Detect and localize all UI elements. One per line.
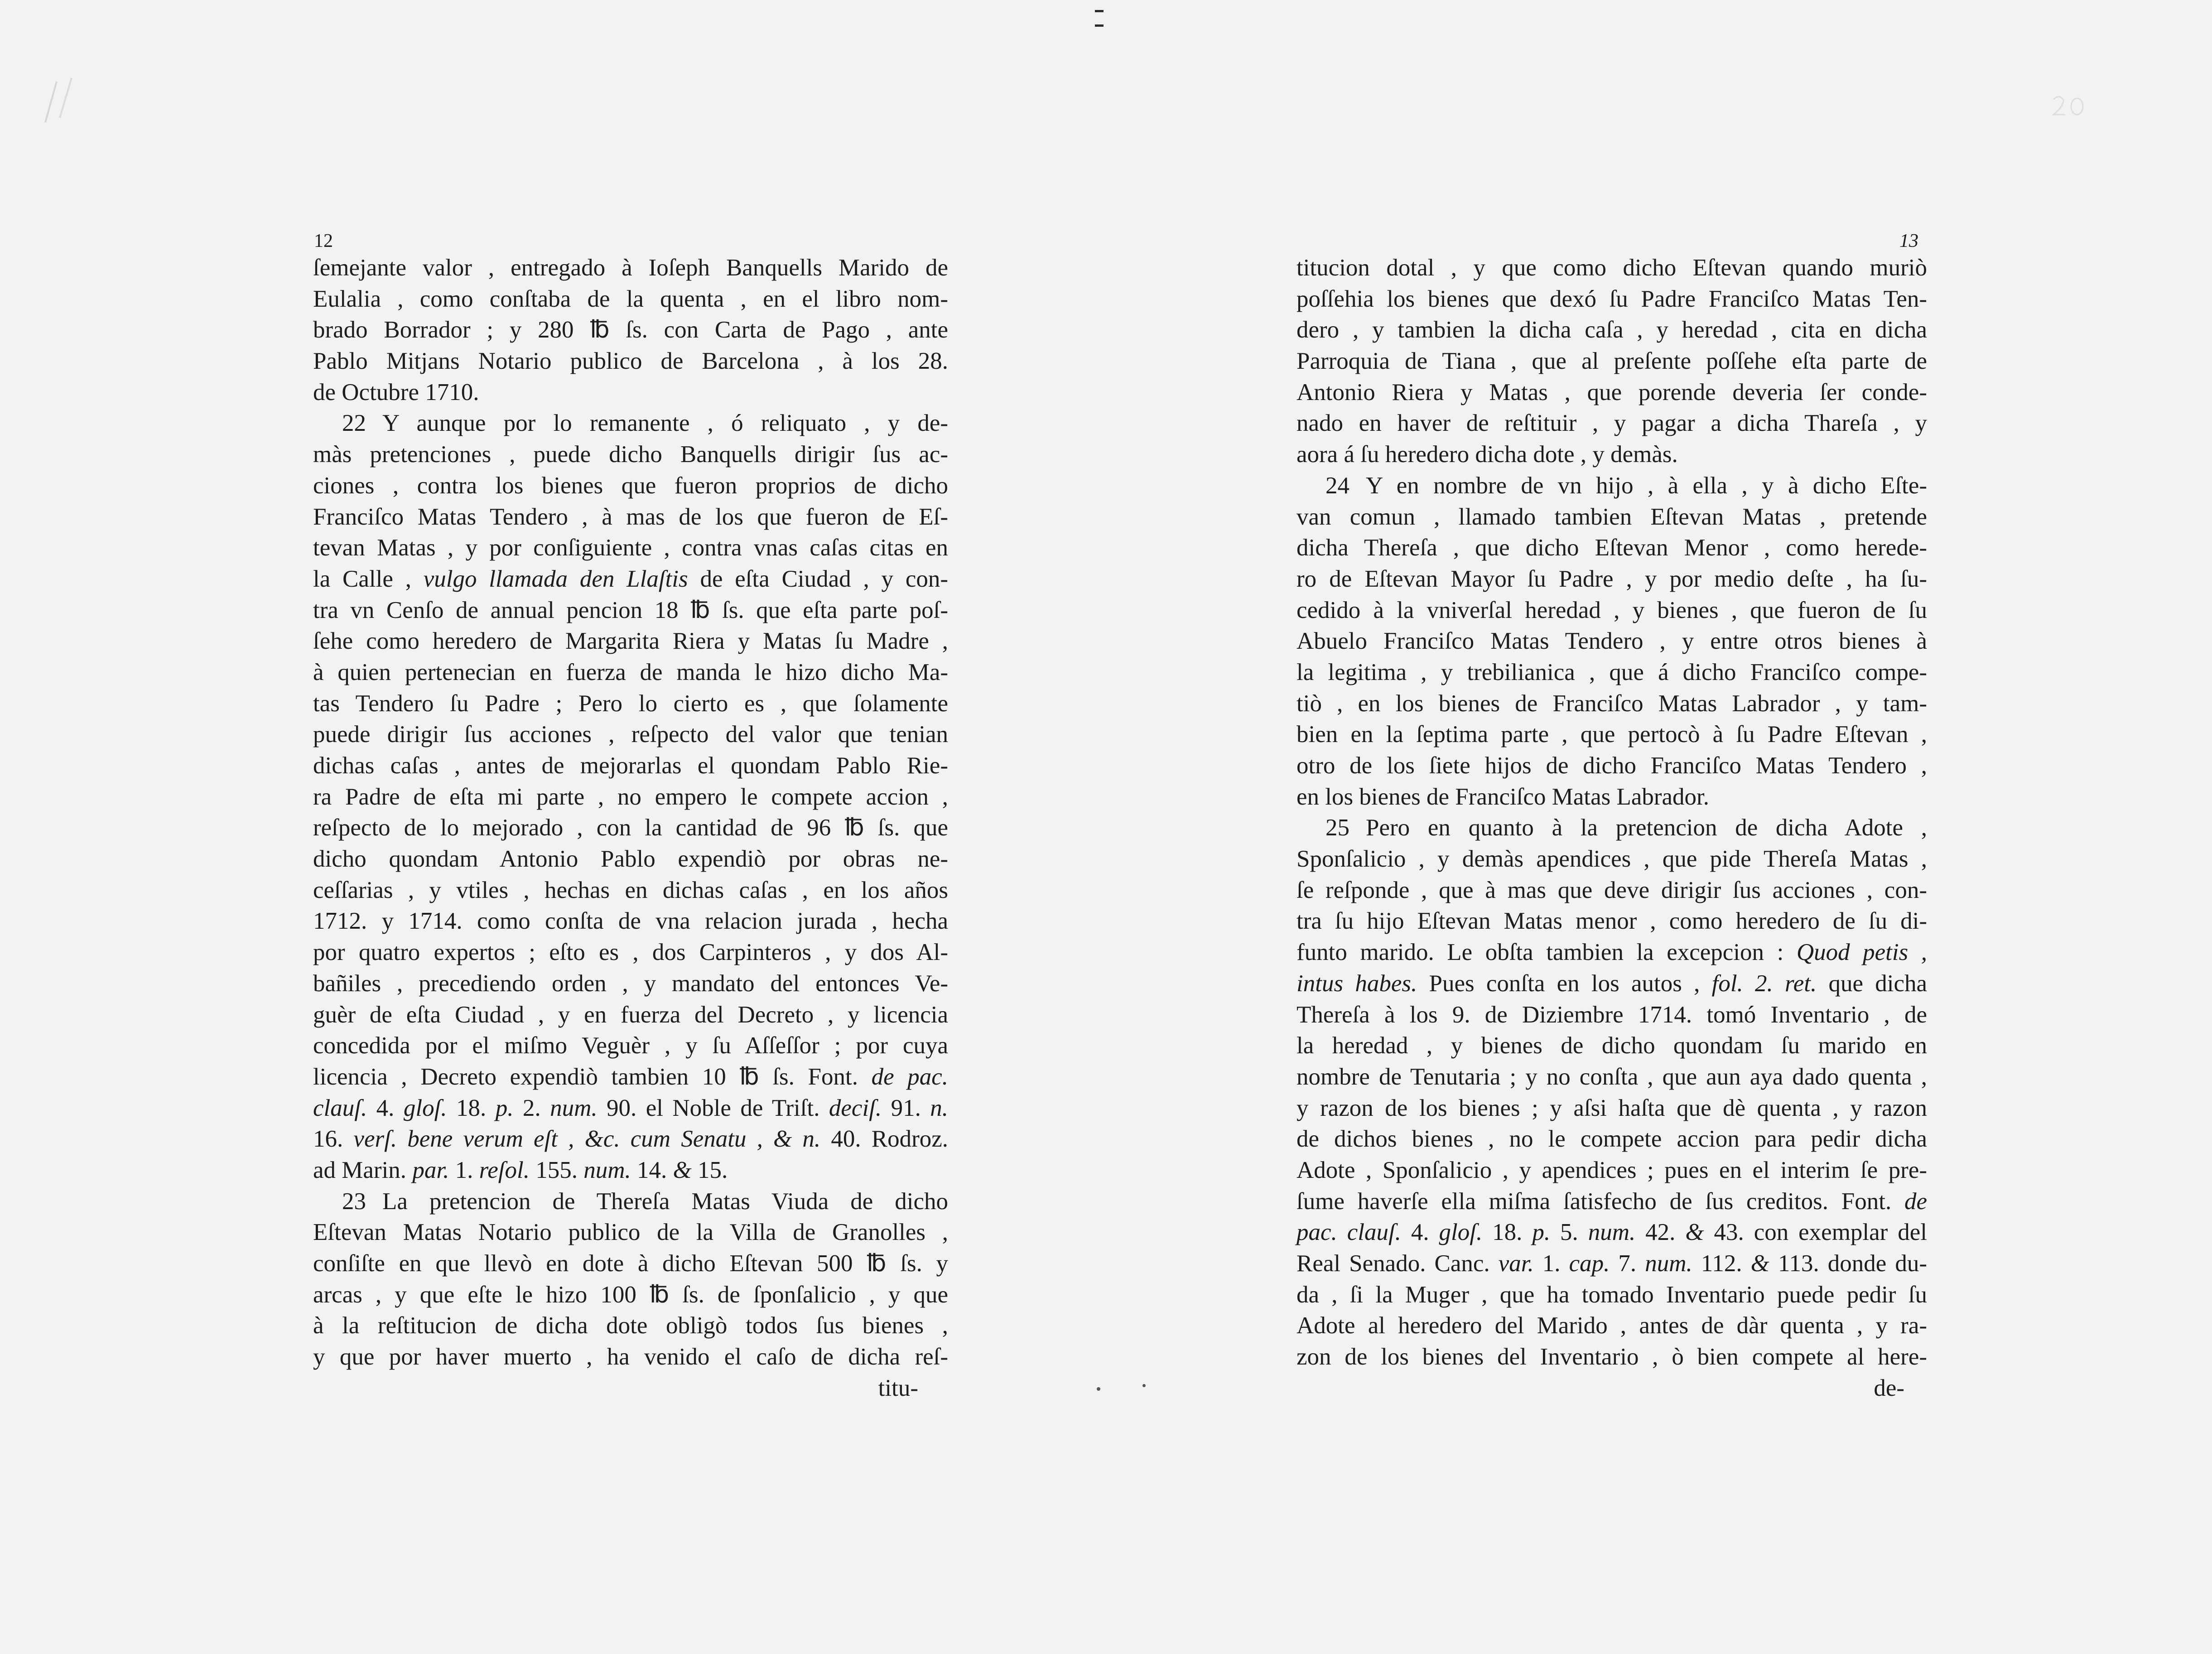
- text-line: [1296, 999, 1927, 1031]
- text-run: 40. Rodroz.: [820, 1126, 949, 1152]
- text-line: [1296, 1248, 1927, 1279]
- text-line: [1296, 781, 1927, 813]
- text-line: [313, 781, 948, 813]
- text-run: Parroquia de Tiana , que al preſente poſſehe eſta parte de: [1296, 348, 1927, 375]
- text-run: por quatro expertos ; eſto es , dos Carpinteros , y dos Al-: [313, 939, 948, 966]
- text-line: [313, 532, 948, 564]
- text-run: poſſehia los bienes que dexó ſu Padre Franciſco Matas Ten-: [1296, 285, 1927, 312]
- text-line: [313, 844, 948, 875]
- paragraph-number: 23: [342, 1188, 366, 1215]
- text-line: [1296, 1093, 1927, 1124]
- text-line: [1296, 252, 1927, 284]
- text-run: 2.: [513, 1095, 550, 1121]
- text-line: [313, 719, 948, 750]
- text-run: la Calle ,: [313, 565, 424, 592]
- text-run: 18.: [1482, 1219, 1532, 1246]
- text-run: Franciſco Matas Tendero , à mas de los que fueron de Eſ-: [313, 503, 948, 530]
- text-line: [313, 1310, 948, 1341]
- text-run: 42.: [1635, 1219, 1686, 1246]
- text-line: [313, 346, 948, 377]
- text-run: Eſtevan Matas Notario publico de la Villa de Granolles ,: [313, 1219, 948, 1246]
- text-line: [313, 564, 948, 595]
- italic-citation: reſol.: [479, 1157, 530, 1183]
- text-line: [313, 1186, 948, 1217]
- right-page: [1106, 0, 2212, 1654]
- page-number: 13: [1899, 231, 1918, 251]
- italic-citation: de: [1904, 1188, 1927, 1215]
- text-line: [1296, 564, 1927, 595]
- text-run: nombre de Tenutaria ; y no conſta , que aun aya dado quenta ,: [1296, 1063, 1927, 1090]
- text-run: nado en haver de reſtituir , y pagar a dicha Thareſa , y: [1296, 410, 1927, 437]
- text-run: 15.: [691, 1157, 728, 1183]
- text-run: conſiſte en que llevò en dote à dicho Eſtevan 500 ℔ ſs. y: [313, 1250, 948, 1277]
- text-run: funto marido. Le obſta tambien la excepcion :: [1296, 939, 1797, 966]
- italic-citation: par.: [412, 1157, 449, 1183]
- text-line: [313, 595, 948, 626]
- page-number: 12: [314, 231, 333, 251]
- text-line: [313, 1030, 948, 1061]
- text-run: Eulalia , como conſtaba de la quenta , en el libro nom-: [313, 285, 948, 312]
- text-line: [313, 1155, 948, 1186]
- text-line: [313, 937, 948, 968]
- text-run: brado Borrador ; y 280 ℔ ſs. con Carta de Pago , ante: [313, 317, 948, 343]
- text-line: [1296, 377, 1927, 408]
- text-run: licencia , Decreto expendiò tambien 10 ℔ ſs. Font.: [313, 1063, 872, 1090]
- text-run: ad Marin.: [313, 1157, 413, 1183]
- italic-citation: deciſ.: [829, 1095, 882, 1121]
- text-run: concedida por el miſmo Veguèr , y ſu Aſſeſſor ; por cuya: [313, 1032, 948, 1059]
- text-line: [1296, 1155, 1927, 1186]
- text-run: Y en nombre de vn hijo , à ella , y à dicho Eſte-: [1366, 472, 1927, 499]
- text-run: 112.: [1692, 1250, 1751, 1277]
- text-run: la legitima , y trebilianica , que á dicho Franciſco compe-: [1296, 659, 1927, 685]
- text-run: dicha Thereſa , que dicho Eſtevan Menor , como herede-: [1296, 535, 1927, 561]
- text-run: en los bienes de Franciſco Matas Labrador.: [1296, 783, 1710, 810]
- text-run: Y aunque por lo remanente , ó reliquato , y de-: [382, 410, 948, 437]
- text-line: [1296, 750, 1927, 781]
- text-run: 4.: [1401, 1219, 1439, 1246]
- text-line: [1296, 1061, 1927, 1093]
- text-line: [1296, 595, 1927, 626]
- text-run: van comun , llamado tambien Eſtevan Matas , pretende: [1296, 503, 1927, 530]
- text-run: 43. con exemplar del: [1704, 1219, 1928, 1246]
- paragraph-number: 22: [342, 410, 366, 437]
- text-line: [313, 1341, 948, 1373]
- text-run: ro de Eſtevan Mayor ſu Padre , y por medio deſte , ha ſu-: [1296, 565, 1927, 592]
- italic-citation: num.: [1588, 1219, 1636, 1246]
- text-line: [1296, 937, 1927, 968]
- text-run: La pretencion de Thereſa Matas Viuda de dicho: [382, 1188, 948, 1215]
- text-line: [1296, 875, 1927, 906]
- text-run: titucion dotal , y que como dicho Eſtevan quando muriò: [1296, 255, 1927, 281]
- italic-citation: vulgo llamada den Llaſtis: [423, 565, 688, 592]
- text-line: [313, 284, 948, 315]
- text-run: y razon de los bienes ; y aſsi haſta que dè quenta , y razon: [1296, 1095, 1927, 1121]
- text-run: ſehe como heredero de Margarita Riera y Matas ſu Madre ,: [313, 628, 948, 655]
- text-line: [1296, 532, 1927, 564]
- text-line: [1296, 906, 1927, 937]
- text-run: Abuelo Franciſco Matas Tendero , y entre otros bienes à: [1296, 628, 1927, 655]
- text-run: dichas caſas , antes de mejorarlas el quondam Pablo Rie-: [313, 752, 948, 779]
- text-run: Antonio Riera y Matas , que porende deveria ſer conde-: [1296, 379, 1927, 405]
- catchword: de-: [1874, 1374, 1904, 1401]
- text-line: [313, 1061, 948, 1093]
- text-run: màs pretenciones , puede dicho Banquells dirigir ſus ac-: [313, 441, 948, 468]
- text-run: 7.: [1610, 1250, 1645, 1277]
- text-line: [1296, 657, 1927, 688]
- text-line: [313, 657, 948, 688]
- text-line: [313, 1217, 948, 1248]
- italic-citation: gloſ.: [403, 1095, 447, 1121]
- body-text: [1296, 252, 1927, 1373]
- italic-citation: num.: [550, 1095, 598, 1121]
- text-line: [313, 502, 948, 533]
- text-run: tra vn Cenſo de annual pencion 18 ℔ ſs. que eſta parte poſ-: [313, 597, 948, 623]
- text-line: [1296, 719, 1927, 750]
- text-line: [1296, 1310, 1927, 1341]
- text-line: [313, 1279, 948, 1311]
- text-run: à la reſtitucion de dicha dote obligò todos ſus bienes ,: [313, 1312, 948, 1339]
- italic-citation: &: [1685, 1219, 1704, 1246]
- text-line: [313, 750, 948, 781]
- text-line: [1296, 1217, 1927, 1248]
- text-line: [313, 470, 948, 502]
- italic-citation: p.: [1532, 1219, 1551, 1246]
- text-run: 1712. y 1714. como conſta de vna relacion jurada , hecha: [313, 908, 948, 935]
- text-run: tas Tendero ſu Padre ; Pero lo cierto es , que ſolamente: [313, 690, 948, 717]
- text-run: puede dirigir ſus acciones , reſpecto del valor que tenian: [313, 721, 948, 748]
- text-line: [1296, 1186, 1927, 1217]
- text-line: [313, 906, 948, 937]
- text-run: que dicha: [1817, 970, 1928, 997]
- text-run: Sponſalicio , y demàs apendices , que pide Thereſa Matas ,: [1296, 846, 1927, 873]
- text-line: [313, 1248, 948, 1279]
- text-line: [313, 812, 948, 844]
- italic-citation: cap.: [1569, 1250, 1610, 1277]
- italic-citation: intus habes.: [1296, 970, 1417, 997]
- text-run: 18.: [447, 1095, 496, 1121]
- italic-citation: num.: [583, 1157, 631, 1183]
- text-line: [313, 626, 948, 657]
- text-line: [1296, 502, 1927, 533]
- text-line: [1296, 968, 1927, 999]
- text-run: 155.: [529, 1157, 584, 1183]
- text-run: ſemejante valor , entregado à Ioſeph Banquells Marido de: [313, 255, 948, 281]
- text-block: [1296, 252, 1927, 1403]
- text-run: 1.: [449, 1157, 479, 1183]
- text-run: de dichos bienes , no le compete accion para pedir dicha: [1296, 1126, 1927, 1152]
- text-run: reſpecto de lo mejorado , con la cantidad de 96 ℔ ſs. que: [313, 815, 948, 841]
- text-run: y que por haver muerto , ha venido el caſo de dicha reſ-: [313, 1344, 948, 1370]
- text-run: 16.: [313, 1126, 354, 1152]
- text-run: cedido à la vniverſal heredad , y bienes , que fueron de ſu: [1296, 597, 1927, 623]
- text-run: Pues conſta en los autos ,: [1417, 970, 1712, 997]
- text-run: Thereſa à los 9. de Diziembre 1714. tomó Inventario , de: [1296, 1001, 1927, 1028]
- text-line: [1296, 1279, 1927, 1311]
- text-run: à quien pertenecian en fuerza de manda le hizo dicho Ma-: [313, 659, 948, 685]
- text-line: [313, 377, 948, 408]
- text-run: da , ſi la Muger , que ha tomado Inventario puede pedir ſu: [1296, 1281, 1927, 1308]
- text-run: bien en la ſeptima parte , que pertocò à ſu Padre Eſtevan ,: [1296, 721, 1927, 748]
- text-run: zon de los bienes del Inventario , ò bien compete al here-: [1296, 1344, 1927, 1370]
- body-text: [313, 252, 948, 1373]
- paragraph-number: 25: [1325, 815, 1349, 841]
- text-run: Real Senado. Canc.: [1296, 1250, 1499, 1277]
- text-run: tevan Matas , y por conſiguiente , contra vnas caſas citas en: [313, 535, 948, 561]
- italic-citation: p.: [495, 1095, 514, 1121]
- text-run: dero , y tambien la dicha caſa , y heredad , cita en dicha: [1296, 317, 1927, 343]
- italic-citation: var.: [1498, 1250, 1534, 1277]
- text-run: aora á ſu heredero dicha dote , y demàs.: [1296, 441, 1678, 468]
- text-line: [313, 314, 948, 346]
- text-line: [1296, 844, 1927, 875]
- text-line: [313, 439, 948, 470]
- italic-citation: &: [673, 1157, 692, 1183]
- text-line: [1296, 1341, 1927, 1373]
- text-run: tiò , en los bienes de Franciſco Matas Labrador , y tam-: [1296, 690, 1927, 717]
- text-run: 113. donde du-: [1769, 1250, 1927, 1277]
- text-run: otro de los ſiete hijos de dicho Franciſco Matas Tendero ,: [1296, 752, 1927, 779]
- text-run: 1.: [1533, 1250, 1569, 1277]
- text-run: 5.: [1550, 1219, 1588, 1246]
- text-run: Pero en quanto à la pretencion de dicha Adote ,: [1366, 815, 1927, 841]
- text-run: ra Padre de eſta mi parte , no empero le compete accion ,: [313, 783, 948, 810]
- text-line: [1296, 1124, 1927, 1155]
- text-line: [1296, 346, 1927, 377]
- text-run: bañiles , precediendo orden , y mandato del entonces Ve-: [313, 970, 948, 997]
- text-run: 90. el Noble de Triſt.: [597, 1095, 829, 1121]
- italic-citation: clauſ.: [313, 1095, 367, 1121]
- text-run: de Octubre 1710.: [313, 379, 479, 405]
- catchword: titu-: [878, 1374, 918, 1401]
- text-line: [1296, 284, 1927, 315]
- paragraph-number: 24: [1325, 472, 1349, 499]
- text-run: ſe reſponde , que à mas que deve dirigir ſus acciones , con-: [1296, 877, 1927, 903]
- italic-citation: de pac.: [871, 1063, 948, 1090]
- italic-citation: verſ. bene verum eſt , &c. cum Senatu , & n.: [353, 1126, 821, 1152]
- text-line: [313, 968, 948, 999]
- text-run: tra ſu hijo Eſtevan Matas menor , como heredero de ſu di-: [1296, 908, 1927, 935]
- text-line: [313, 688, 948, 719]
- text-run: 14.: [631, 1157, 673, 1183]
- text-line: [1296, 470, 1927, 502]
- text-line: [1296, 408, 1927, 439]
- italic-citation: n.: [930, 1095, 949, 1121]
- text-line: [313, 1124, 948, 1155]
- text-run: 4.: [367, 1095, 404, 1121]
- text-line: [313, 252, 948, 284]
- text-run: la heredad , y bienes de dicho quondam ſu marido en: [1296, 1032, 1927, 1059]
- text-line: [1296, 812, 1927, 844]
- text-line: [313, 999, 948, 1031]
- text-run: de eſta Ciudad , y con-: [688, 565, 948, 592]
- text-line: [1296, 626, 1927, 657]
- text-run: Pablo Mitjans Notario publico de Barcelona , à los 28.: [313, 348, 948, 375]
- text-line: [313, 408, 948, 439]
- text-block: [313, 252, 948, 1403]
- text-run: ceſſarias , y vtiles , hechas en dichas caſas , en los años: [313, 877, 948, 903]
- italic-citation: pac. clauſ.: [1296, 1219, 1401, 1246]
- text-run: Adote , Sponſalicio , y apendices ; pues en el interim ſe pre-: [1296, 1157, 1927, 1183]
- text-line: [313, 1093, 948, 1124]
- italic-citation: num.: [1645, 1250, 1692, 1277]
- text-run: Adote al heredero del Marido , antes de dàr quenta , y ra-: [1296, 1312, 1927, 1339]
- text-run: ciones , contra los bienes que fueron proprios de dicho: [313, 472, 948, 499]
- text-run: dicho quondam Antonio Pablo expendiò por obras ne-: [313, 846, 948, 873]
- italic-citation: &: [1750, 1250, 1769, 1277]
- text-line: [1296, 688, 1927, 719]
- text-run: 91.: [882, 1095, 930, 1121]
- text-run: arcas , y que eſte le hizo 100 ℔ ſs. de ſponſalicio , y que: [313, 1281, 948, 1308]
- text-line: [1296, 1030, 1927, 1061]
- text-run: ſume haverſe ella miſma ſatisfecho de ſus creditos. Font.: [1296, 1188, 1904, 1215]
- text-line: [313, 875, 948, 906]
- italic-citation: fol. 2. ret.: [1711, 970, 1817, 997]
- text-line: [1296, 439, 1927, 470]
- italic-citation: Quod petis ,: [1796, 939, 1927, 966]
- text-run: guèr de eſta Ciudad , y en fuerza del Decreto , y licencia: [313, 1001, 948, 1028]
- text-line: [1296, 314, 1927, 346]
- italic-citation: gloſ.: [1439, 1219, 1483, 1246]
